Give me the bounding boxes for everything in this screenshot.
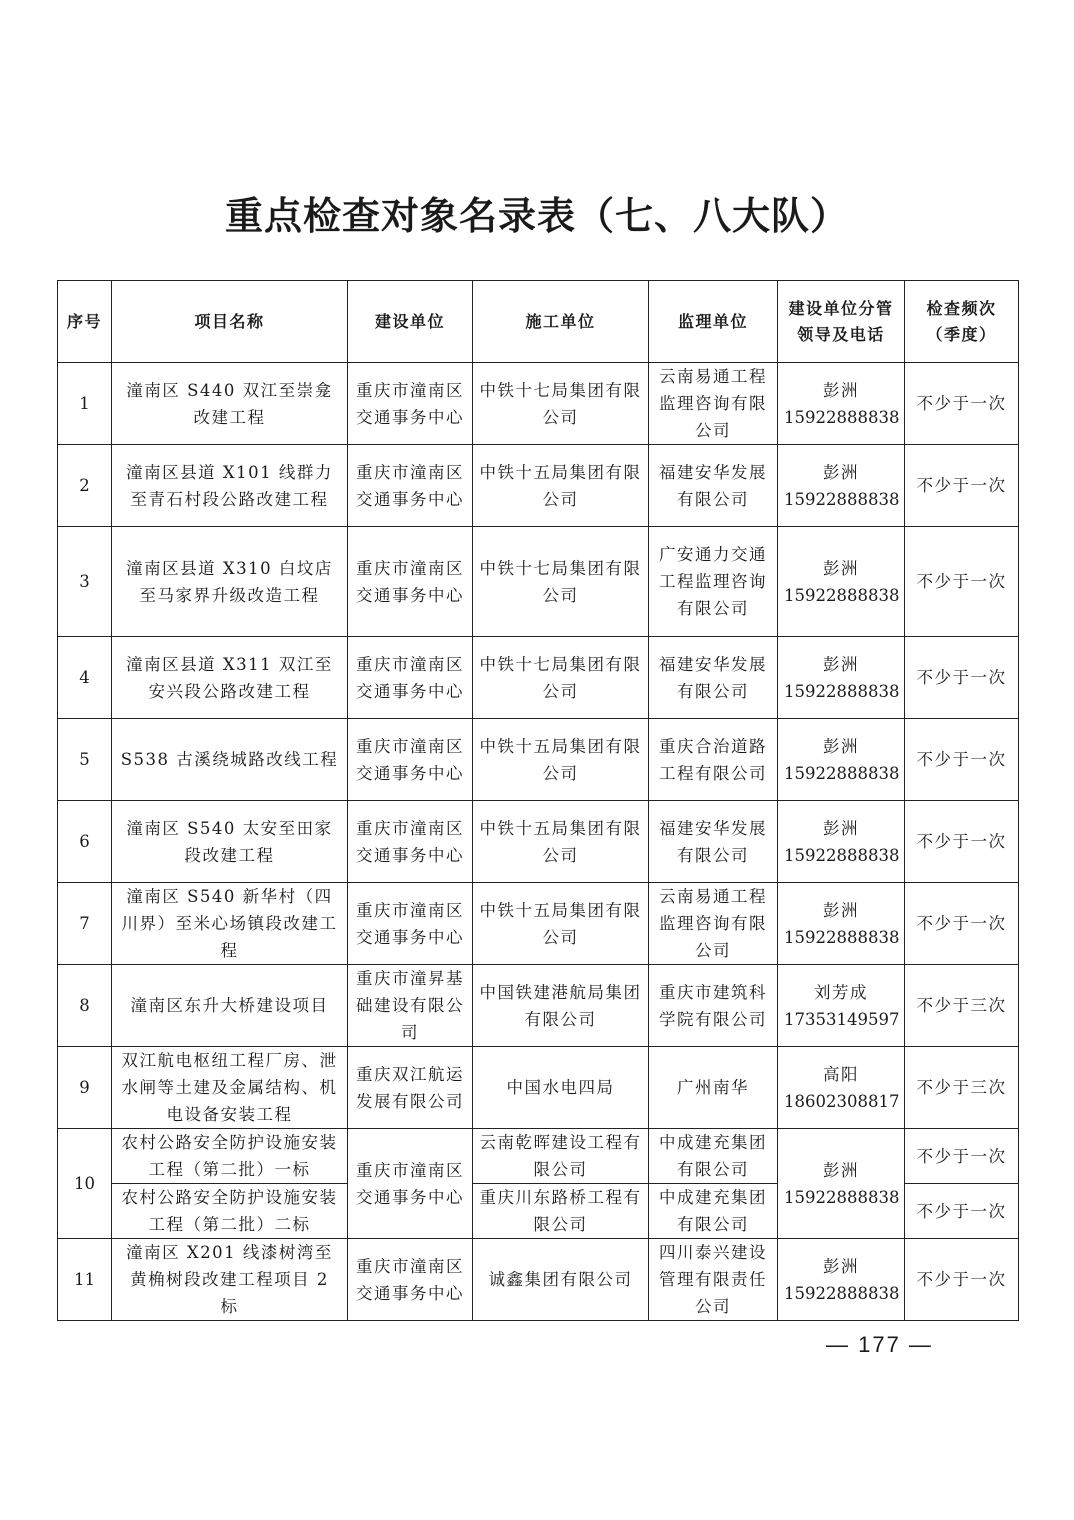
cell-contractor: 中铁十五局集团有限公司 — [473, 883, 649, 965]
cell-frequency: 不少于一次 — [905, 1184, 1019, 1239]
cell-supervisor: 重庆市建筑科学院有限公司 — [649, 965, 778, 1047]
cell-seq: 2 — [58, 445, 112, 527]
leader-phone: 15922888838 — [784, 927, 900, 947]
cell-builder: 重庆市潼南区交通事务中心 — [348, 637, 473, 719]
cell-project: 潼南区 X201 线漆树湾至黄桷树段改建工程项目 2 标 — [112, 1239, 348, 1321]
cell-supervisor: 广州南华 — [649, 1047, 778, 1129]
leader-name: 彭洲 — [823, 654, 859, 674]
cell-leader — [778, 1239, 905, 1321]
leader-phone: 15922888838 — [784, 845, 900, 865]
cell-frequency: 不少于一次 — [905, 1129, 1019, 1184]
leader-phone: 15922888838 — [784, 681, 900, 701]
cell-contractor: 重庆川东路桥工程有限公司 — [473, 1184, 649, 1239]
cell-supervisor: 福建安华发展有限公司 — [649, 801, 778, 883]
cell-contractor: 中铁十七局集团有限公司 — [473, 637, 649, 719]
cell-leader — [778, 1129, 905, 1239]
cell-contractor: 中铁十七局集团有限公司 — [473, 363, 649, 445]
cell-leader — [778, 965, 905, 1047]
cell-seq: 9 — [58, 1047, 112, 1129]
cell-builder: 重庆市潼南区交通事务中心 — [348, 1239, 473, 1321]
leader-phone: 18602308817 — [784, 1091, 900, 1111]
leader-name: 彭洲 — [823, 462, 859, 482]
cell-supervisor: 云南易通工程监理咨询有限公司 — [649, 363, 778, 445]
leader-name: 彭洲 — [823, 900, 859, 920]
cell-supervisor: 福建安华发展有限公司 — [649, 445, 778, 527]
cell-seq: 4 — [58, 637, 112, 719]
leader-phone: 17353149597 — [784, 1009, 900, 1029]
leader-phone: 15922888838 — [784, 763, 900, 783]
cell-frequency: 不少于一次 — [905, 363, 1019, 445]
cell-project: 潼南区 S440 双江至崇龛改建工程 — [112, 363, 348, 445]
cell-project: 农村公路安全防护设施安装工程（第二批）一标 — [112, 1129, 348, 1184]
cell-project: 潼南区 S540 新华村（四川界）至米心场镇段改建工程 — [112, 883, 348, 965]
cell-project: 农村公路安全防护设施安装工程（第二批）二标 — [112, 1184, 348, 1239]
cell-contractor: 中铁十五局集团有限公司 — [473, 801, 649, 883]
leader-name: 彭洲 — [823, 818, 859, 838]
table-row — [58, 1047, 1019, 1129]
cell-leader — [778, 445, 905, 527]
cell-project: 潼南区县道 X101 线群力至青石村段公路改建工程 — [112, 445, 348, 527]
table-row — [58, 883, 1019, 965]
cell-contractor: 中国铁建港航局集团有限公司 — [473, 965, 649, 1047]
cell-leader — [778, 363, 905, 445]
cell-seq: 8 — [58, 965, 112, 1047]
cell-leader — [778, 883, 905, 965]
cell-frequency: 不少于三次 — [905, 965, 1019, 1047]
cell-project: 潼南区县道 X310 白坟店至马家界升级改造工程 — [112, 527, 348, 637]
cell-seq: 1 — [58, 363, 112, 445]
cell-builder: 重庆市潼南区交通事务中心 — [348, 883, 473, 965]
cell-contractor: 中铁十五局集团有限公司 — [473, 445, 649, 527]
table-row — [58, 445, 1019, 527]
cell-contractor: 中铁十五局集团有限公司 — [473, 719, 649, 801]
cell-supervisor: 中成建充集团有限公司 — [649, 1184, 778, 1239]
cell-supervisor: 四川泰兴建设管理有限责任公司 — [649, 1239, 778, 1321]
table-row — [58, 801, 1019, 883]
leader-phone: 15922888838 — [784, 489, 900, 509]
cell-frequency: 不少于三次 — [905, 1047, 1019, 1129]
header-row — [58, 281, 1019, 363]
leader-name: 彭洲 — [823, 558, 859, 578]
cell-builder: 重庆市潼南区交通事务中心 — [348, 801, 473, 883]
cell-supervisor: 中成建充集团有限公司 — [649, 1129, 778, 1184]
cell-frequency: 不少于一次 — [905, 719, 1019, 801]
cell-seq: 3 — [58, 527, 112, 637]
cell-seq: 11 — [58, 1239, 112, 1321]
leader-phone: 15922888838 — [784, 1187, 900, 1207]
cell-supervisor: 云南易通工程监理咨询有限公司 — [649, 883, 778, 965]
cell-project: 潼南区县道 X311 双江至安兴段公路改建工程 — [112, 637, 348, 719]
cell-frequency: 不少于一次 — [905, 1239, 1019, 1321]
header-contractor: 施工单位 — [473, 281, 649, 363]
cell-contractor: 诚鑫集团有限公司 — [473, 1239, 649, 1321]
leader-name: 高阳 — [823, 1064, 859, 1084]
leader-name: 彭洲 — [823, 1160, 859, 1180]
leader-name: 刘芳成 — [814, 982, 868, 1002]
cell-supervisor: 重庆合治道路工程有限公司 — [649, 719, 778, 801]
cell-builder: 重庆市潼南区交通事务中心 — [348, 363, 473, 445]
cell-contractor: 中国水电四局 — [473, 1047, 649, 1129]
table-row — [58, 363, 1019, 445]
cell-seq: 6 — [58, 801, 112, 883]
cell-builder: 重庆市潼南区交通事务中心 — [348, 1129, 473, 1239]
leader-phone: 15922888838 — [784, 585, 900, 605]
cell-frequency: 不少于一次 — [905, 883, 1019, 965]
leader-name: 彭洲 — [823, 736, 859, 756]
table-row — [58, 1129, 1019, 1184]
cell-builder: 重庆双江航运发展有限公司 — [348, 1047, 473, 1129]
cell-seq: 5 — [58, 719, 112, 801]
cell-project: 潼南区东升大桥建设项目 — [112, 965, 348, 1047]
table-row — [58, 965, 1019, 1047]
leader-name: 彭洲 — [823, 1256, 859, 1276]
table-row — [58, 719, 1019, 801]
cell-leader — [778, 719, 905, 801]
cell-leader — [778, 1047, 905, 1129]
cell-supervisor: 福建安华发展有限公司 — [649, 637, 778, 719]
cell-builder: 重庆市潼南区交通事务中心 — [348, 445, 473, 527]
table-row — [58, 527, 1019, 637]
table-row — [58, 1239, 1019, 1321]
cell-seq: 10 — [58, 1129, 112, 1239]
cell-contractor: 中铁十七局集团有限公司 — [473, 527, 649, 637]
cell-builder: 重庆市潼昇基础建设有限公司 — [348, 965, 473, 1047]
cell-frequency: 不少于一次 — [905, 637, 1019, 719]
page-title: 重点检查对象名录表（七、八大队） — [224, 194, 849, 238]
page-number: — 177 — — [826, 1332, 933, 1357]
cell-builder: 重庆市潼南区交通事务中心 — [348, 527, 473, 637]
leader-name: 彭洲 — [823, 380, 859, 400]
cell-frequency: 不少于一次 — [905, 527, 1019, 637]
cell-frequency: 不少于一次 — [905, 445, 1019, 527]
cell-supervisor: 广安通力交通工程监理咨询有限公司 — [649, 527, 778, 637]
cell-contractor: 云南乾晖建设工程有限公司 — [473, 1129, 649, 1184]
cell-project: 双江航电枢纽工程厂房、泄水闸等土建及金属结构、机电设备安装工程 — [112, 1047, 348, 1129]
header-builder: 建设单位 — [348, 281, 473, 363]
header-project: 项目名称 — [112, 281, 348, 363]
cell-project: S538 古溪绕城路改线工程 — [112, 719, 348, 801]
cell-builder: 重庆市潼南区交通事务中心 — [348, 719, 473, 801]
cell-leader — [778, 527, 905, 637]
cell-leader — [778, 801, 905, 883]
cell-frequency: 不少于一次 — [905, 801, 1019, 883]
header-leader: 建设单位分管领导及电话 — [778, 281, 905, 363]
cell-project: 潼南区 S540 太安至田家段改建工程 — [112, 801, 348, 883]
leader-phone: 15922888838 — [784, 407, 900, 427]
inspection-table — [57, 280, 1019, 1321]
cell-seq: 7 — [58, 883, 112, 965]
header-supervisor: 监理单位 — [649, 281, 778, 363]
header-frequency: 检查频次（季度） — [905, 281, 1019, 363]
cell-leader — [778, 637, 905, 719]
leader-phone: 15922888838 — [784, 1283, 900, 1303]
header-seq: 序号 — [58, 281, 112, 363]
table-row — [58, 637, 1019, 719]
